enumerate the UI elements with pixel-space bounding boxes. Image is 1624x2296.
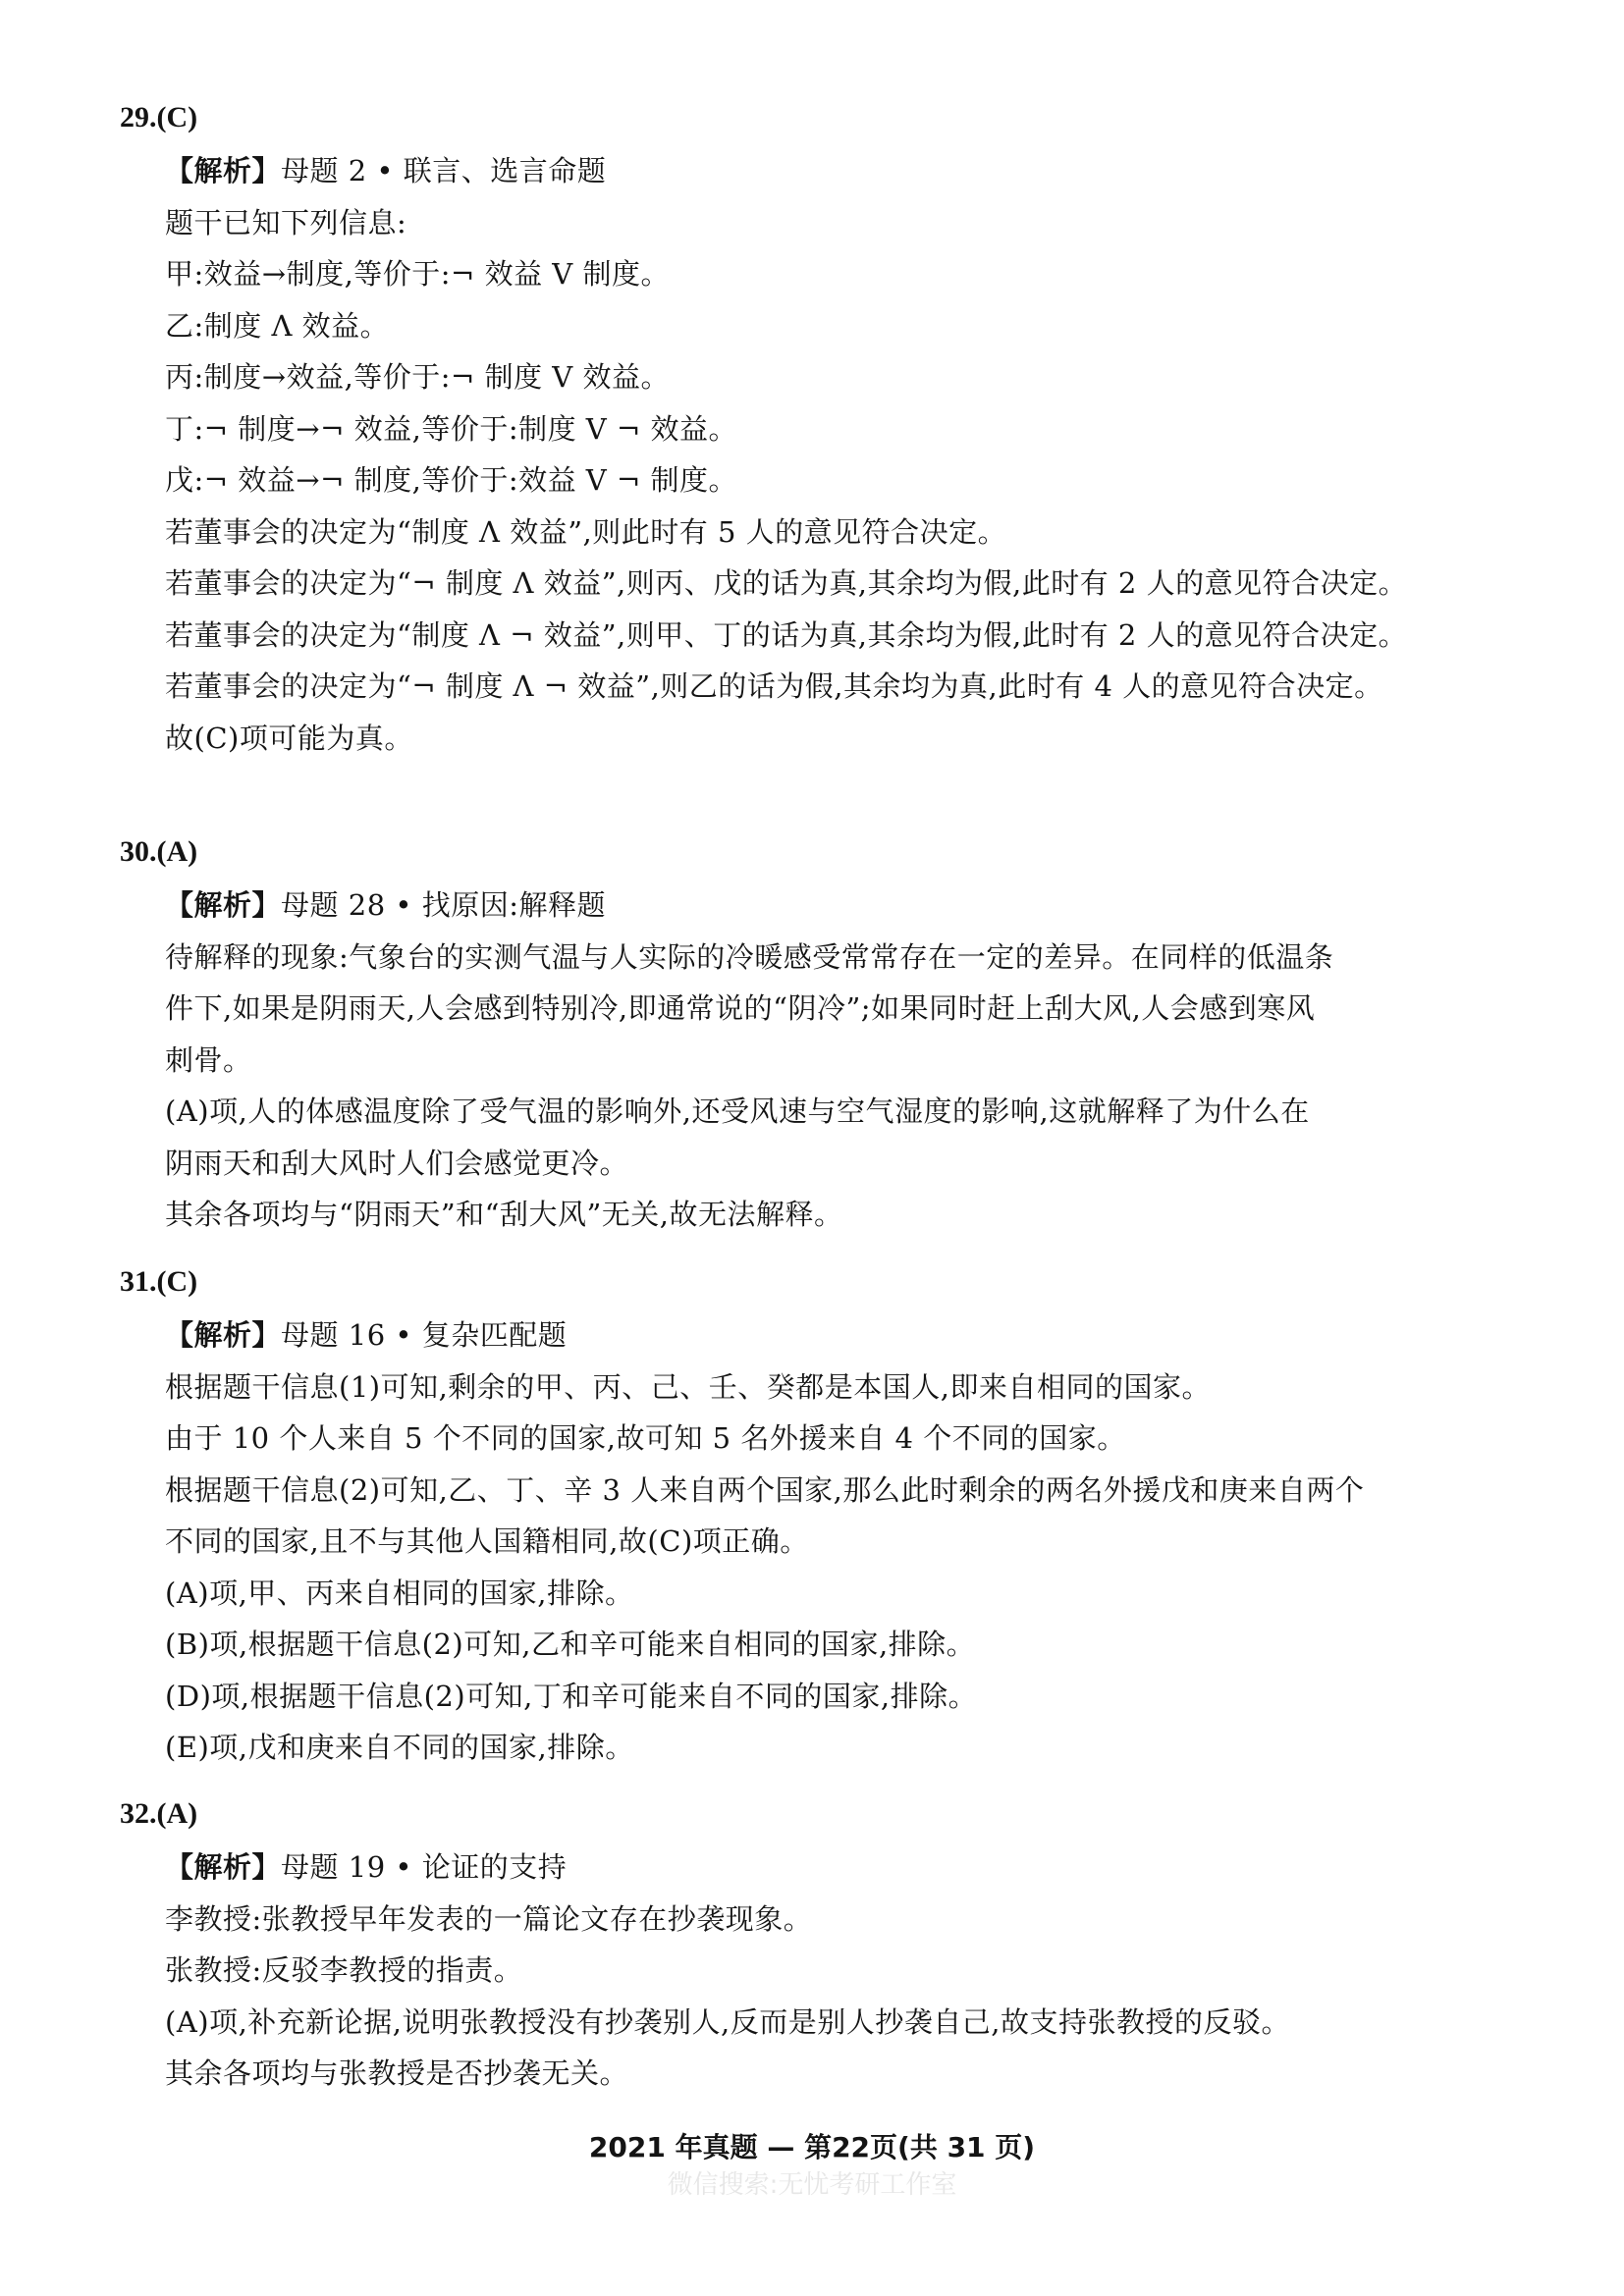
text-line: (D)项,根据题干信息(2)可知,丁和辛可能来自不同的国家,排除。 [165,1679,978,1713]
analysis-tag: 【解析】母题 28 • 找原因:解释题 [165,888,606,922]
analysis-tag: 【解析】母题 2 • 联言、选言命题 [165,154,607,187]
text-line: 根据题干信息(1)可知,剩余的甲、丙、己、壬、癸都是本国人,即来自相同的国家。 [165,1369,1212,1404]
text-line: 乙:制度 Λ 效益。 [165,308,390,343]
watermark: 微信搜索:无忧考研工作室 [667,2170,957,2200]
text-line: (A)项,补充新论据,说明张教授没有抄袭别人,反而是别人抄袭自己,故支持张教授的反驳。 [165,2004,1290,2039]
page-footer: 2021 年真题 — 第22页(共 31 页) [588,2131,1036,2163]
answer-32 [120,1794,1514,2100]
text-line: (E)项,戊和庚来自不同的国家,排除。 [165,1731,634,1764]
text-line: (A)项,甲、丙来自相同的国家,排除。 [165,1575,634,1610]
text-line: 张教授:反驳李教授的指责。 [165,1953,523,1987]
text-line: 戊:¬ 效益→¬ 制度,等价于:效益 V ¬ 制度。 [165,463,737,497]
text-line: 若董事会的决定为“¬ 制度 Λ 效益”,则丙、戊的话为真,其余均为假,此时有 2 人的意见符合决定。 [165,566,1408,600]
text-line: 丙:制度→效益,等价于:¬ 制度 V 效益。 [165,360,670,394]
text-line: 故(C)项可能为真。 [165,721,413,755]
text-line: (A)项,人的体感温度除了受气温的影响外,还受风速与空气湿度的影响,这就解释了为什么在 [165,1095,1310,1128]
text-line: 若董事会的决定为“制度 Λ ¬ 效益”,则甲、丁的话为真,其余均为假,此时有 2 人的意见符合决定。 [165,617,1408,652]
answer-29 [120,98,1514,764]
text-line: 题干已知下列信息: [165,205,407,240]
question-number: 30.(A) [120,835,198,868]
answer-31 [120,1262,1514,1774]
analysis-tag: 【解析】母题 16 • 复杂匹配题 [165,1318,568,1352]
text-line: 若董事会的决定为“¬ 制度 Λ ¬ 效益”,则乙的话为假,其余均为真,此时有 4 人的意见符合决定。 [165,669,1383,703]
question-number: 29.(C) [120,101,198,133]
text-line: 由于 10 个人来自 5 个不同的国家,故可知 5 名外援来自 4 个不同的国家。 [165,1421,1126,1455]
text-line: 根据题干信息(2)可知,乙、丁、辛 3 人来自两个国家,那么此时剩余的两名外援戊和庚来自两个 [165,1472,1365,1507]
text-line: 丁:¬ 制度→¬ 效益,等价于:制度 V ¬ 效益。 [165,411,737,446]
text-line: 若董事会的决定为“制度 Λ 效益”,则此时有 5 人的意见符合决定。 [165,514,1007,549]
text-line: 待解释的现象:气象台的实测气温与人实际的冷暖感受常常存在一定的差异。在同样的低温条 [165,939,1334,974]
text-line: 其余各项均与“阴雨天”和“刮大风”无关,故无法解释。 [165,1198,843,1231]
question-number: 32.(A) [120,1797,198,1830]
text-line: 件下,如果是阴雨天,人会感到特别冷,即通常说的“阴冷”;如果同时赶上刮大风,人会感到寒风 [165,991,1316,1025]
question-number: 31.(C) [120,1265,198,1298]
analysis-tag: 【解析】母题 19 • 论证的支持 [165,1850,568,1884]
text-line: 刺骨。 [165,1042,252,1077]
text-line: 不同的国家,且不与其他人国籍相同,故(C)项正确。 [165,1524,809,1558]
text-line: 其余各项均与张教授是否抄袭无关。 [165,2056,629,2090]
answer-30 [120,832,1514,1241]
text-line: 阴雨天和刮大风时人们会感觉更冷。 [165,1146,629,1180]
text-line: 李教授:张教授早年发表的一篇论文存在抄袭现象。 [165,1901,813,1936]
text-line: 甲:效益→制度,等价于:¬ 效益 V 制度。 [165,257,670,291]
text-line: (B)项,根据题干信息(2)可知,乙和辛可能来自相同的国家,排除。 [165,1628,976,1661]
